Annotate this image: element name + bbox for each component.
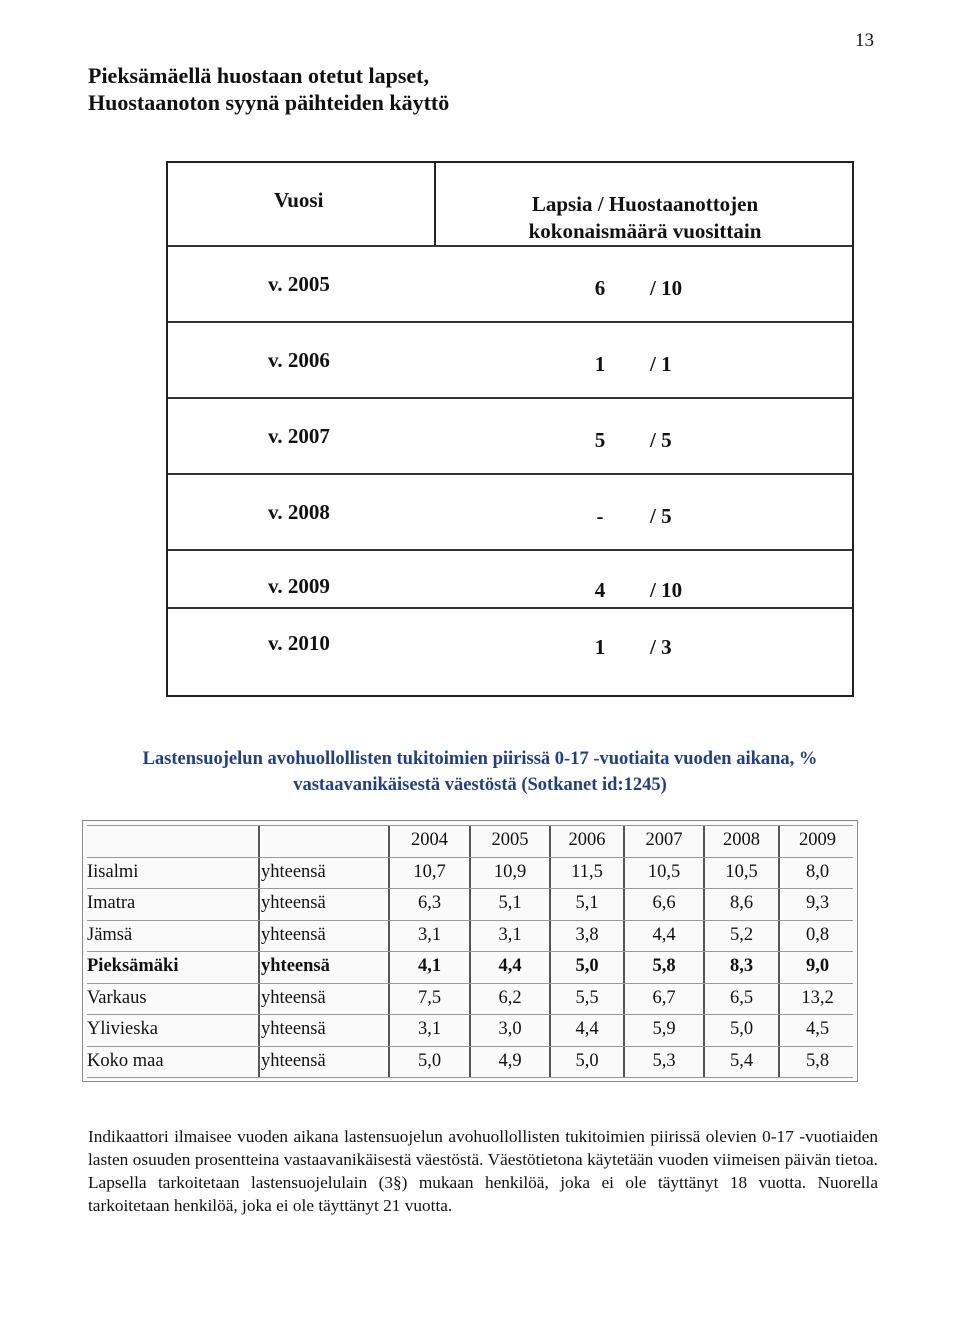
percentage-cell: 5,5 — [575, 987, 599, 1008]
percentage-cell: 8,0 — [805, 861, 830, 882]
title-line-2: Huostaanoton syynä päihteiden käyttö — [88, 90, 450, 115]
row-label: yhteensä — [261, 924, 326, 945]
percentage-cell: 6,5 — [729, 987, 754, 1008]
percentage-cell: 9,0 — [805, 956, 830, 976]
row-label: yhteensä — [261, 893, 326, 913]
year-header: 2008 — [723, 830, 760, 850]
year-header: 2007 — [645, 830, 683, 850]
municipality-name: Ylivieska — [87, 1019, 158, 1039]
row-label: yhteensä — [261, 956, 330, 976]
row-label: yhteensä — [261, 987, 326, 1008]
percentage-cell: 4,4 — [498, 956, 522, 976]
row-year: v. 2010 — [268, 631, 330, 655]
percentage-cell: 10,5 — [725, 861, 758, 882]
percentage-cell: 5,4 — [729, 1050, 754, 1071]
header-counts-line-1: Lapsia / Huostaanottojen — [531, 192, 759, 216]
row-year: v. 2009 — [268, 574, 330, 598]
row-total: / 5 — [650, 428, 672, 452]
row-divider — [87, 1077, 853, 1078]
percentage-cell: 3,1 — [417, 1019, 442, 1039]
percentage-cell: 5,0 — [575, 956, 599, 976]
row-total: / 5 — [650, 504, 672, 528]
row-label: yhteensä — [261, 1050, 326, 1071]
header-counts — [436, 191, 854, 245]
percentage-cell: 5,2 — [729, 924, 754, 945]
percentage-cell: 9,3 — [805, 893, 830, 913]
row-year: v. 2007 — [268, 424, 330, 448]
percentage-cell: 4,9 — [498, 1050, 522, 1071]
percentage-cell: 0,8 — [805, 924, 830, 945]
percentage-cell: 3,1 — [498, 924, 522, 945]
percentage-cell: 10,7 — [413, 861, 446, 882]
row-divider — [168, 549, 852, 551]
municipality-name: Varkaus — [87, 987, 147, 1008]
percentage-cell: 3,8 — [575, 924, 599, 945]
document-title — [88, 62, 449, 116]
header-counts-line-2: kokonaismäärä vuosittain — [528, 219, 762, 243]
percentage-cell: 3,1 — [417, 924, 442, 945]
row-year: v. 2005 — [268, 272, 330, 296]
percentage-cell: 8,3 — [729, 956, 754, 976]
percentage-cell: 6,2 — [498, 987, 522, 1008]
row-children: - — [596, 504, 604, 528]
percentage-cell: 7,5 — [417, 987, 442, 1008]
support-measures-table — [82, 820, 858, 1082]
row-divider — [168, 321, 852, 323]
percentage-cell: 3,0 — [498, 1019, 522, 1039]
row-children: 5 — [594, 428, 606, 452]
row-divider — [168, 397, 852, 399]
percentage-cell: 5,3 — [652, 1050, 676, 1071]
row-year: v. 2008 — [268, 500, 330, 524]
section-title-line-1: Lastensuojelun avohuollollisten tukitoimien piirissä 0-17 -vuotiaita vuoden aikana, % — [142, 749, 818, 769]
percentage-cell: 5,1 — [498, 893, 522, 913]
row-divider — [168, 245, 852, 247]
percentage-cell: 4,5 — [805, 1019, 830, 1039]
percentage-cell: 5,8 — [652, 956, 676, 976]
percentage-cell: 13,2 — [801, 987, 834, 1008]
percentage-cell: 4,1 — [417, 956, 442, 976]
section-title — [60, 746, 900, 798]
percentage-cell: 11,5 — [571, 861, 603, 882]
indicator-description: Indikaattori ilmaisee vuoden aikana lastensuojelun avohuollollisten tukitoimien piirissä olevien 0-17 -vuotiaiden lasten osuuden prosentteina vastaavanikäisestä väestöstä. Väestötietona käytetään vuoden viimeisen päivän tietoa. Lapsella tarkoitetaan lastensuojelulain (3§) mukaan henkilöä, joka ei ole täyttänyt 18 vuotta. Nuorella tarkoitetaan henkilöä, joka ei ole täyttänyt 21 vuotta. — [88, 1127, 878, 1215]
percentage-cell: 4,4 — [575, 1019, 599, 1039]
percentage-cell: 5,8 — [805, 1050, 830, 1071]
row-divider — [168, 607, 852, 609]
row-year: v. 2006 — [268, 348, 330, 372]
percentage-cell: 4,4 — [652, 924, 676, 945]
row-total: / 3 — [650, 635, 672, 659]
percentage-cell: 10,9 — [493, 861, 527, 882]
municipality-name: Imatra — [87, 893, 136, 913]
row-children: 6 — [594, 276, 606, 300]
header-year: Vuosi — [274, 188, 324, 212]
percentage-cell: 10,5 — [647, 861, 681, 882]
year-header: 2005 — [491, 830, 529, 850]
percentage-cell: 8,6 — [729, 893, 754, 913]
municipality-name: Koko maa — [87, 1050, 164, 1071]
row-label: yhteensä — [261, 1019, 326, 1039]
title-line-1: Pieksämäellä huostaan otetut lapset, — [88, 63, 429, 88]
row-total: / 10 — [650, 276, 683, 300]
percentage-cell: 5,0 — [417, 1050, 442, 1071]
year-header: 2004 — [411, 830, 448, 850]
municipality-name: Jämsä — [87, 924, 133, 945]
row-total: / 1 — [650, 352, 672, 376]
percentage-cell: 5,0 — [575, 1050, 599, 1071]
row-children: 1 — [594, 352, 606, 376]
page-number: 13 — [855, 30, 874, 51]
row-label: yhteensä — [261, 861, 326, 882]
percentage-cell: 6,3 — [417, 893, 442, 913]
municipality-name: Pieksämäki — [87, 956, 179, 976]
percentage-cell: 5,0 — [729, 1019, 754, 1039]
year-header: 2009 — [799, 830, 836, 850]
row-divider — [168, 473, 852, 475]
percentage-cell: 5,9 — [652, 1019, 676, 1039]
municipality-name: Iisalmi — [87, 861, 139, 882]
custody-table — [166, 161, 854, 697]
row-children: 4 — [594, 578, 606, 602]
row-children: 1 — [594, 635, 606, 659]
percentage-cell: 6,6 — [652, 893, 676, 913]
percentage-cell: 5,1 — [575, 893, 599, 913]
section-title-line-2: vastaavanikäisestä väestöstä (Sotkanet id:1245) — [293, 775, 667, 795]
percentage-cell: 6,7 — [652, 987, 676, 1008]
year-header: 2006 — [568, 830, 606, 850]
row-total: / 10 — [650, 578, 683, 602]
